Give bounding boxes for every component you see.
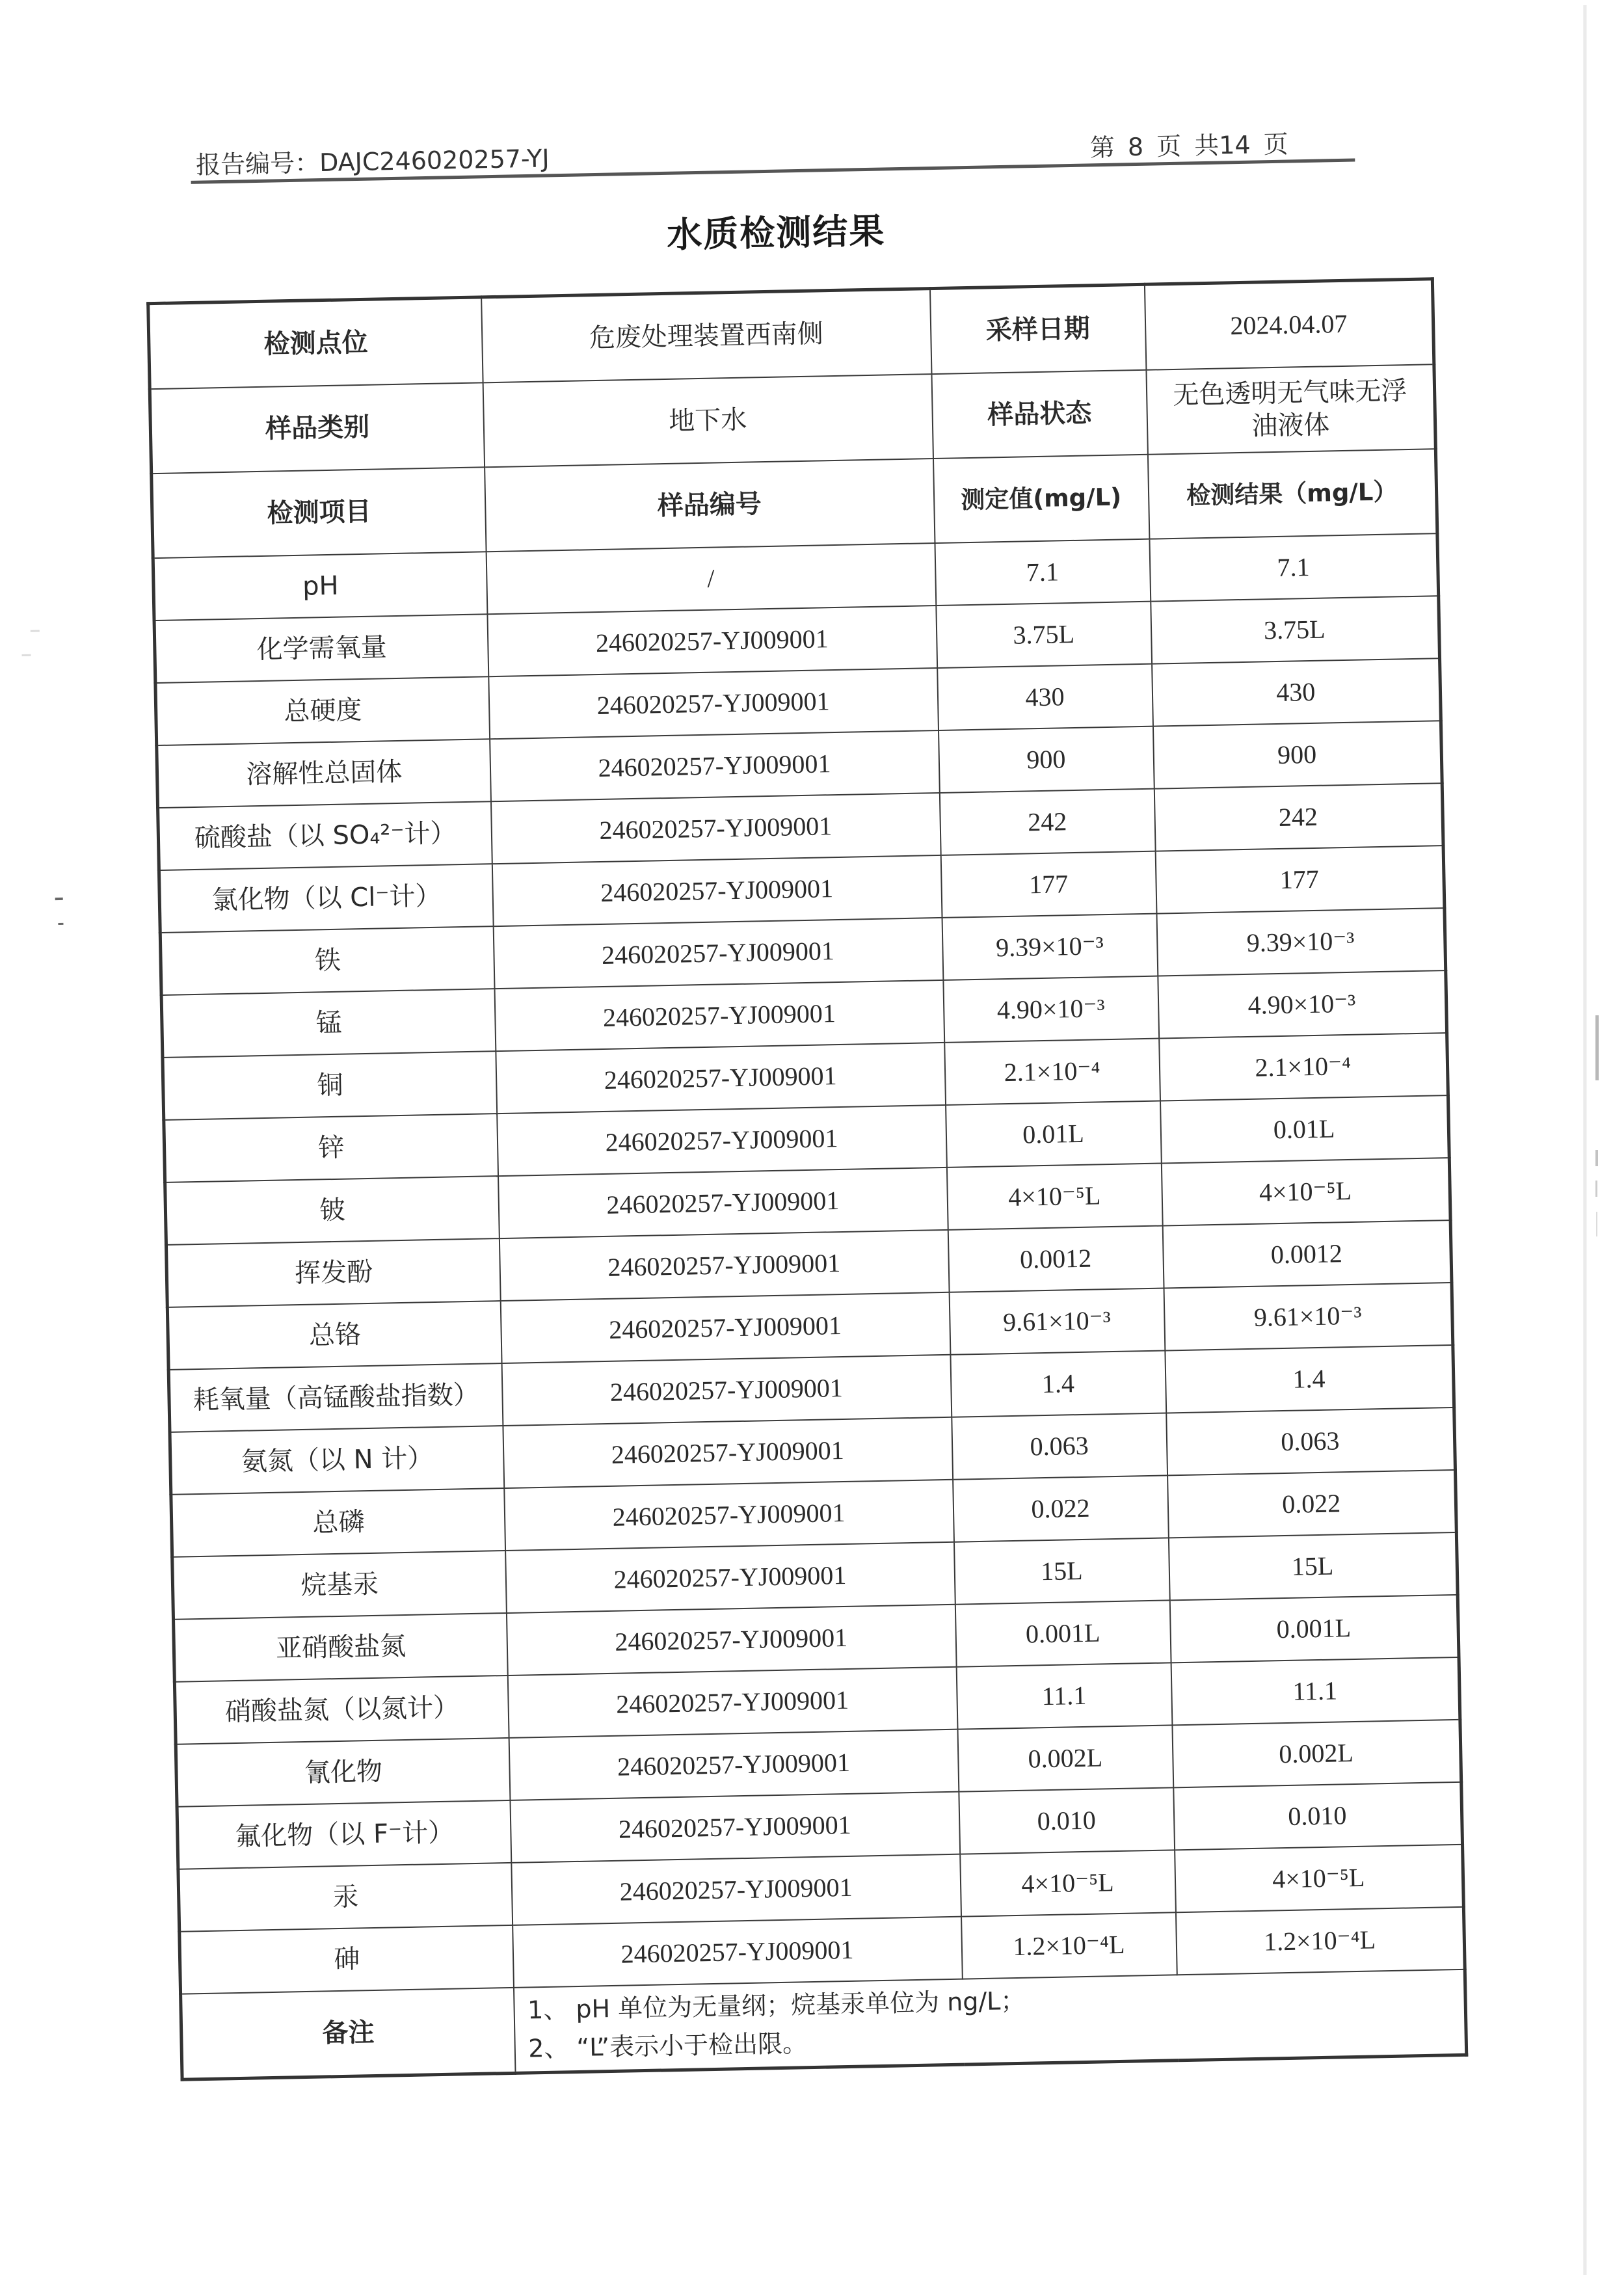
- cell-sample-id: 246020257-YJ009001: [487, 606, 937, 676]
- cell-result: 4×10⁻⁵L: [1175, 1845, 1464, 1912]
- location-label: 检测点位: [148, 297, 483, 389]
- cell-result: 177: [1155, 846, 1445, 913]
- cell-item: 铍: [165, 1176, 500, 1245]
- cell-item: 氨氮（以 N 计）: [170, 1426, 504, 1495]
- cell-measured: 0.0012: [948, 1226, 1164, 1292]
- cell-item: 氰化物: [176, 1738, 510, 1807]
- cell-result: 0.001L: [1169, 1595, 1459, 1662]
- cell-item: 锰: [161, 989, 496, 1058]
- remark-line: 1、 pH 单位为无量纲；烷基汞单位为 ng/L；: [527, 1986, 1026, 2025]
- location-value: 危废处理装置西南侧: [481, 289, 931, 383]
- cell-item: 亚硝酸盐氮: [174, 1613, 508, 1682]
- column-header-measured: 测定值(mg/L): [933, 455, 1149, 543]
- seal-edge-mark: [1595, 1181, 1597, 1197]
- cell-measured: 430: [937, 664, 1153, 730]
- cell-result: 4.90×10⁻³: [1158, 970, 1447, 1038]
- cell-measured: 9.39×10⁻³: [942, 914, 1158, 980]
- seal-edge-mark: [1595, 1015, 1599, 1080]
- cell-item: 硫酸盐（以 SO₄²⁻计）: [158, 801, 492, 870]
- column-header-result: 检测结果（mg/L）: [1147, 449, 1437, 539]
- sample-type-value: 地下水: [483, 374, 933, 467]
- cell-item: 铜: [163, 1051, 497, 1120]
- cell-item: 总硬度: [155, 676, 490, 745]
- cell-sample-id: 246020257-YJ009001: [511, 1854, 961, 1925]
- cell-result: 0.0012: [1162, 1220, 1452, 1288]
- cell-measured: 4×10⁻⁵L: [960, 1850, 1176, 1916]
- cell-item: 挥发酚: [166, 1238, 500, 1307]
- cell-measured: 4.90×10⁻³: [943, 976, 1159, 1043]
- cell-result: 1.4: [1165, 1345, 1454, 1413]
- cell-result: 9.61×10⁻³: [1164, 1283, 1453, 1350]
- cell-result: 0.010: [1173, 1782, 1463, 1850]
- cell-sample-id: 246020257-YJ009001: [490, 793, 940, 864]
- cell-measured: 1.4: [950, 1350, 1166, 1417]
- cell-item: 铁: [160, 926, 494, 995]
- cell-sample-id: 246020257-YJ009001: [513, 1917, 963, 1988]
- cell-measured: 2.1×10⁻⁴: [944, 1039, 1160, 1105]
- cell-item: 汞: [178, 1863, 513, 1932]
- cell-measured: 11.1: [956, 1662, 1172, 1729]
- sampling-date-value: 2024.04.07: [1144, 279, 1433, 370]
- cell-result: 0.063: [1166, 1408, 1456, 1475]
- cell-sample-id: 246020257-YJ009001: [510, 1792, 960, 1863]
- cell-result: 0.01L: [1160, 1095, 1449, 1163]
- cell-measured: 3.75L: [936, 602, 1152, 668]
- cell-sample-id: 246020257-YJ009001: [490, 730, 940, 801]
- column-header-sample-id: 样品编号: [485, 459, 935, 552]
- remarks-label: 备注: [181, 1988, 515, 2079]
- cell-item: pH: [153, 552, 487, 621]
- cell-result: 11.1: [1171, 1657, 1460, 1725]
- cell-item: 总磷: [171, 1488, 505, 1557]
- remark-line: 2、 “L”表示小于检出限。: [527, 2029, 808, 2063]
- cell-measured: 0.001L: [955, 1600, 1171, 1666]
- cell-measured: 9.61×10⁻³: [949, 1288, 1165, 1355]
- cell-measured: 0.002L: [957, 1725, 1173, 1791]
- scan-mark: [31, 630, 40, 632]
- sample-state-label: 样品状态: [931, 370, 1147, 459]
- seal-edge-mark: [1595, 1150, 1598, 1166]
- cell-item: 氟化物（以 F⁻计）: [177, 1800, 511, 1869]
- cell-measured: 177: [940, 851, 1156, 918]
- cell-item: 化学需氧量: [154, 614, 488, 683]
- cell-sample-id: 246020257-YJ009001: [506, 1605, 956, 1675]
- cell-sample-id: 246020257-YJ009001: [492, 855, 942, 926]
- cell-sample-id: 246020257-YJ009001: [500, 1292, 950, 1363]
- sample-type-label: 样品类别: [150, 382, 484, 474]
- cell-result: 7.1: [1149, 533, 1439, 601]
- cell-result: 0.022: [1167, 1470, 1457, 1538]
- cell-item: 耗氧量（高锰酸盐指数）: [168, 1363, 503, 1432]
- cell-sample-id: 246020257-YJ009001: [501, 1355, 952, 1426]
- cell-sample-id: 246020257-YJ009001: [507, 1667, 957, 1738]
- cell-sample-id: 246020257-YJ009001: [494, 980, 944, 1051]
- report-number: 报告编号：DAJC246020257-YJ: [195, 144, 550, 180]
- cell-result: 900: [1153, 721, 1442, 788]
- cell-measured: 0.01L: [946, 1101, 1162, 1168]
- cell-measured: 900: [939, 727, 1154, 793]
- scan-mark: [21, 654, 31, 656]
- cell-measured: 7.1: [935, 539, 1151, 606]
- cell-result: 0.002L: [1172, 1720, 1461, 1787]
- cell-sample-id: 246020257-YJ009001: [499, 1230, 949, 1301]
- cell-item: 总铬: [167, 1301, 501, 1370]
- cell-measured: 1.2×10⁻⁴L: [961, 1912, 1177, 1979]
- cell-sample-id: 246020257-YJ009001: [505, 1542, 955, 1613]
- remarks-content: [513, 1969, 1466, 2074]
- cell-result: 15L: [1168, 1532, 1458, 1600]
- cell-sample-id: /: [486, 543, 936, 614]
- cell-measured: 0.010: [959, 1787, 1175, 1854]
- cell-result: 242: [1154, 783, 1443, 851]
- cell-item: 硝酸盐氮（以氮计）: [174, 1675, 509, 1744]
- sample-state-value: 无色透明无气味无浮油液体: [1146, 364, 1435, 454]
- cell-item: 氯化物（以 Cl⁻计）: [159, 864, 493, 933]
- cell-sample-id: 246020257-YJ009001: [496, 1043, 946, 1114]
- cell-item: 烷基汞: [172, 1551, 507, 1620]
- cell-sample-id: 246020257-YJ009001: [509, 1729, 959, 1800]
- cell-measured: 4×10⁻⁵L: [946, 1164, 1162, 1230]
- results-table: [146, 277, 1468, 2081]
- cell-item: 砷: [180, 1925, 514, 1994]
- page-number: 第 8 页 共14 页: [1089, 129, 1289, 163]
- cell-sample-id: 246020257-YJ009001: [488, 668, 939, 739]
- cell-result: 430: [1152, 658, 1441, 726]
- seal-edge-mark: [1596, 1212, 1597, 1236]
- cell-result: 4×10⁻⁵L: [1161, 1158, 1450, 1225]
- cell-result: 2.1×10⁻⁴: [1159, 1033, 1448, 1101]
- cell-measured: 15L: [953, 1538, 1169, 1604]
- cell-sample-id: 246020257-YJ009001: [503, 1417, 953, 1488]
- cell-measured: 0.022: [953, 1475, 1169, 1542]
- cell-sample-id: 246020257-YJ009001: [498, 1168, 948, 1238]
- cell-result: 9.39×10⁻³: [1156, 908, 1446, 976]
- cell-item: 溶解性总固体: [157, 739, 491, 808]
- cell-sample-id: 246020257-YJ009001: [504, 1480, 954, 1551]
- sampling-date-label: 采样日期: [929, 284, 1145, 374]
- column-header-item: 检测项目: [152, 467, 486, 558]
- cell-item: 锌: [164, 1114, 498, 1182]
- cell-result: 1.2×10⁻⁴L: [1175, 1907, 1465, 1975]
- cell-measured: 0.063: [952, 1413, 1167, 1479]
- scan-mark: [58, 923, 63, 925]
- cell-sample-id: 246020257-YJ009001: [493, 918, 943, 989]
- cell-sample-id: 246020257-YJ009001: [497, 1105, 947, 1176]
- cell-result: 3.75L: [1151, 596, 1440, 663]
- cell-measured: 242: [939, 789, 1155, 855]
- page-title: 水质检测结果: [666, 210, 886, 256]
- scan-mark: [55, 898, 63, 900]
